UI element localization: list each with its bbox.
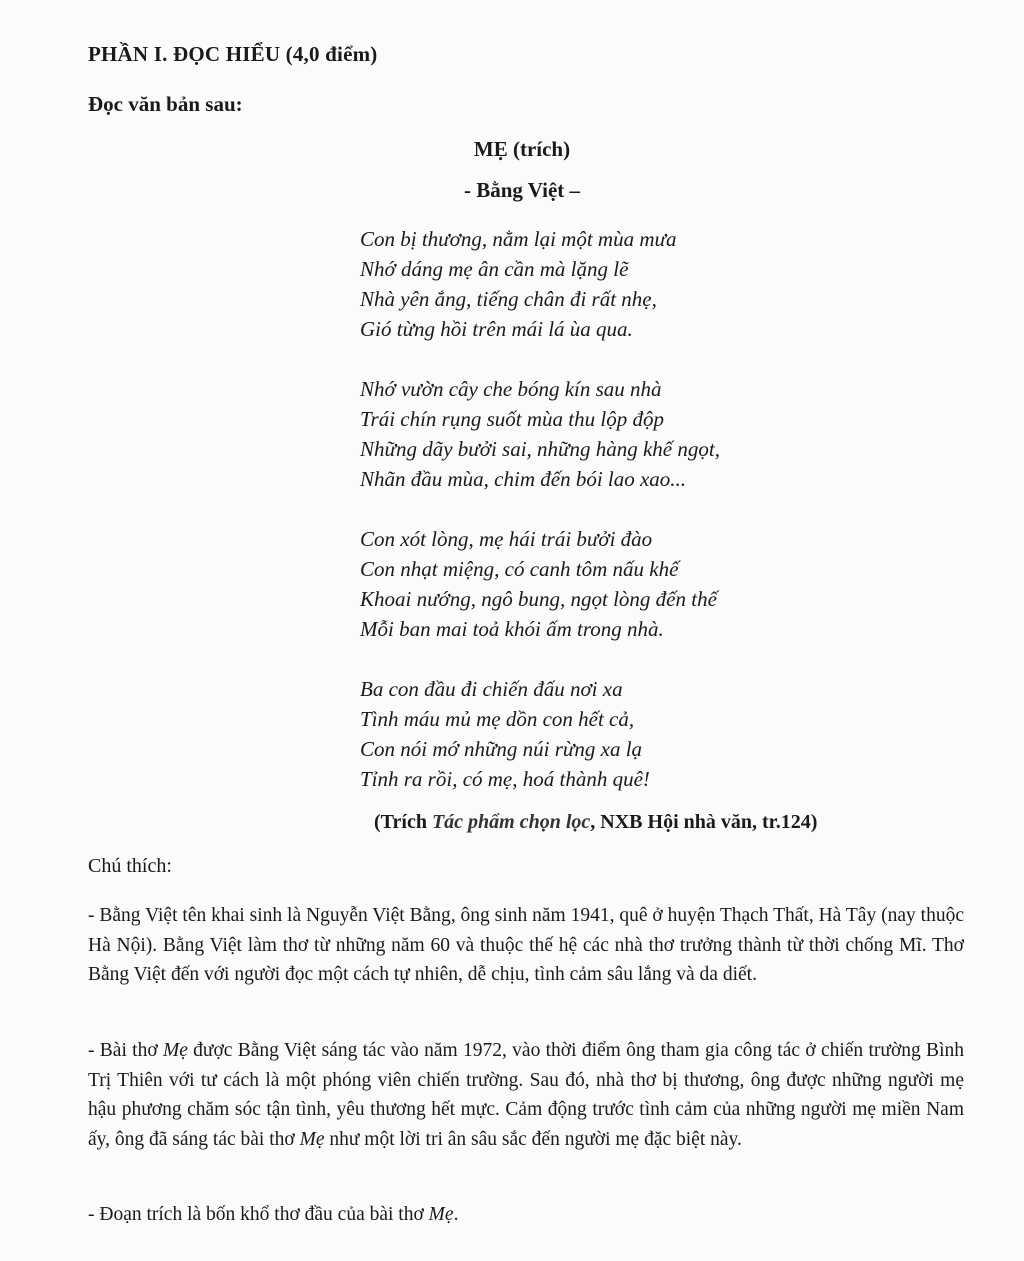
stanza-4 xyxy=(360,674,880,794)
note3-text: - Đoạn trích là bốn khổ thơ đầu của bài thơ xyxy=(88,1204,429,1225)
notes-title: Chú thích: xyxy=(88,855,172,877)
note3-poem-title: Mẹ xyxy=(428,1204,454,1225)
poem-body xyxy=(360,224,880,824)
poem-line: Mỗi ban mai toả khói ấm trong nhà. xyxy=(360,617,664,641)
poem-line: Khoai nướng, ngô bung, ngọt lòng đến thế xyxy=(360,587,717,611)
section-title: PHẦN I. ĐỌC HIỂU (4,0 điểm) xyxy=(88,42,378,66)
note2-poem-title: Mẹ xyxy=(299,1128,325,1150)
poem-line: Những dãy bưởi sai, những hàng khế ngọt, xyxy=(360,437,720,461)
stanza-3 xyxy=(360,524,880,644)
poem-line: Nhớ vườn cây che bóng kín sau nhà xyxy=(360,377,662,401)
stanza-1 xyxy=(360,224,880,344)
note2-poem-title: Mẹ xyxy=(162,1040,188,1061)
note-excerpt-info xyxy=(88,1200,964,1230)
reading-instruction: Đọc văn bản sau: xyxy=(88,92,243,116)
poem-line: Tỉnh ra rồi, có mẹ, hoá thành quê! xyxy=(360,767,650,791)
note-poem-context xyxy=(88,1036,964,1154)
poem-line: Con xót lòng, mẹ hái trái bưởi đào xyxy=(360,527,653,551)
poem-title: MẸ (trích) xyxy=(473,137,571,161)
source-work-title: Tác phẩm chọn lọc xyxy=(431,811,591,833)
note2-text: - Bài thơ xyxy=(88,1040,163,1061)
poem-line: Trái chín rụng suốt mùa thu lộp độp xyxy=(360,407,664,431)
poem-line: Nhà yên ắng, tiếng chân đi rất nhẹ, xyxy=(360,287,657,311)
note-author-bio: - Bằng Việt tên khai sinh là Nguyễn Việt Bằng, ông sinh năm 1941, quê ở huyện Thạch Thất, Hà Tây (nay thuộc Hà Nội). Bằng Việt làm thơ từ những năm 60 và thuộc thế hệ các nhà thơ trưởng thành từ thời chống Mĩ. Thơ Bằng Việt đến với người đọc một cách tự nhiên, dễ chịu, tình cảm sâu lắng và da diết. xyxy=(88,905,964,985)
poem-line: Tình máu mủ mẹ dồn con hết cả, xyxy=(360,707,635,731)
note3-text: . xyxy=(453,1204,459,1225)
poem-line: Gió từng hồi trên mái lá ùa qua. xyxy=(360,317,633,341)
poem-line: Con nói mớ những núi rừng xa lạ xyxy=(360,737,643,761)
poem-line: Con nhạt miệng, có canh tôm nấu khế xyxy=(360,557,679,581)
note2-text: được Bằng Việt sáng tác vào năm 1972, vào thời điểm ông tham gia công tác ở chiến trường Bình Trị Thiên với tư cách là một phóng viên chiến trường. Sau đó, nhà thơ bị thương, ông được những người mẹ hậu phương chăm sóc tận tình, yêu thương hết mực. Cảm động trước tình cảm của những người mẹ miền Nam ấy, ông đã sáng tác bài thơ xyxy=(88,1040,964,1150)
poem-source xyxy=(374,811,817,834)
poem-line: Nhãn đầu mùa, chim đến bói lao xao... xyxy=(360,467,687,491)
poem-line: Con bị thương, nằm lại một mùa mưa xyxy=(360,227,677,251)
source-prefix: (Trích xyxy=(374,811,432,833)
poem-line: Ba con đầu đi chiến đấu nơi xa xyxy=(360,677,623,701)
source-suffix: , NXB Hội nhà văn, tr.124) xyxy=(590,811,818,833)
stanza-2 xyxy=(360,374,880,494)
poem-author: - Bằng Việt – xyxy=(463,178,581,202)
poem-line: Nhớ dáng mẹ ân cần mà lặng lẽ xyxy=(360,257,629,281)
note2-text: như một lời tri ân sâu sắc đến người mẹ đặc biệt này. xyxy=(324,1128,742,1150)
